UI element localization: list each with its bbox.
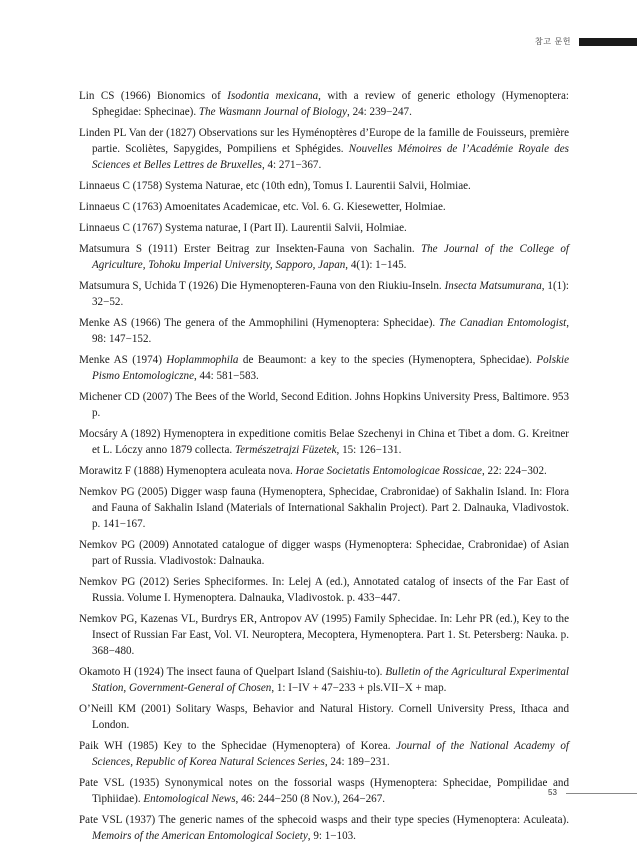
- reference-citation: , 24: 239−247.: [347, 106, 412, 118]
- reference-journal: The Journal of the College of Agriculture, Tohoku Imperial University, Sapporo, Japan: [92, 243, 569, 271]
- reference-journal: The Wasmann Journal of Biology: [198, 106, 348, 118]
- reference-journal: Horae Societatis Entomologicae Rossicae: [295, 465, 482, 477]
- reference-entry: [79, 701, 569, 733]
- reference-entry: [79, 738, 569, 770]
- reference-entry: [79, 220, 569, 236]
- reference-text: Linnaeus C (1767) Systema naturae, I (Part II). Laurentii Salvii, Holmiae.: [79, 222, 407, 234]
- running-header: [535, 36, 637, 47]
- reference-text: Linnaeus C (1763) Amoenitates Academicae, etc. Vol. 6. G. Kiesewetter, Holmiae.: [79, 201, 446, 213]
- reference-entry: [79, 775, 569, 807]
- reference-journal: Nouvelles Mémoires de l’Académie Royale des Sciences et Belles Lettres de Bruxelles: [92, 143, 569, 171]
- reference-text: Nemkov PG (2012) Series Spheciformes. In: Lelej A (ed.), Annotated catalog of insects of the Far East of Russia. Volume I. Hymenoptera. Dalnauka, Vladivostok. p. 433−447.: [79, 576, 569, 604]
- reference-citation: , 9: 1−103.: [307, 830, 356, 842]
- reference-text: Morawitz F (1888) Hymenoptera aculeata nova.: [79, 465, 296, 477]
- reference-text: Linnaeus C (1758) Systema Naturae, etc (10th edn), Tomus I. Laurentii Salvii, Holmiae.: [79, 180, 471, 192]
- reference-text: Paik WH (1985) Key to the Sphecidae (Hymenoptera) of Korea.: [79, 740, 397, 752]
- reference-text: O’Neill KM (2001) Solitary Wasps, Behavior and Natural History. Cornell University Press, Ithaca and London.: [79, 703, 569, 731]
- reference-journal: Entomological News: [143, 793, 236, 805]
- reference-text: Mocsáry A (1892) Hymenoptera in expeditione comitis Belae Szechenyi in China et Tibet a dom. G. Kreitner et L. Lóczy anno 1879 collecta.: [79, 428, 569, 456]
- reference-taxon: Isodontia mexicana: [227, 90, 319, 102]
- reference-journal: Bulletin of the Agricultural Experimental Station, Government-General of Chosen: [92, 666, 569, 694]
- footer-rule: [566, 793, 637, 794]
- reference-journal: Memoirs of the American Entomological Society: [92, 830, 308, 842]
- reference-journal: Polskie Pismo Entomologiczne: [92, 354, 569, 382]
- reference-text: Michener CD (2007) The Bees of the World, Second Edition. Johns Hopkins University Press, Baltimore. 953 p.: [79, 391, 569, 419]
- reference-entry: [79, 315, 569, 347]
- reference-entry: [79, 389, 569, 421]
- reference-citation: , 1: I−IV + 47−233 + pls.VII−X + map.: [271, 682, 447, 694]
- reference-entry: [79, 352, 569, 384]
- reference-entry: [79, 611, 569, 659]
- reference-entry: [79, 278, 569, 310]
- reference-citation: , 24: 189−231.: [324, 756, 390, 768]
- reference-citation: , 98: 147−152.: [92, 317, 570, 345]
- reference-citation: , 46: 244−250 (8 Nov.), 264−267.: [235, 793, 386, 805]
- reference-text: Okamoto H (1924) The insect fauna of Quelpart Island (Saishiu-to).: [79, 666, 386, 678]
- reference-entry: [79, 664, 569, 696]
- reference-entry: [79, 426, 569, 458]
- reference-journal: Insecta Matsumurana: [444, 280, 542, 292]
- reference-entry: [79, 812, 569, 844]
- reference-entry: [79, 199, 569, 215]
- reference-taxon: Hoplammophila: [166, 354, 239, 366]
- reference-journal: The Canadian Entomologist: [439, 317, 567, 329]
- reference-text: Lin CS (1966) Bionomics of: [79, 90, 228, 102]
- reference-citation: , 22: 224−302.: [481, 465, 547, 477]
- section-title: 참고 문헌: [535, 37, 571, 46]
- reference-entry: [79, 178, 569, 194]
- reference-entry: [79, 574, 569, 606]
- reference-entry: [79, 125, 569, 173]
- reference-text: Pate VSL (1937) The generic names of the sphecoid wasps and their type species (Hymenoptera: Aculeata).: [79, 814, 569, 826]
- reference-text: Nemkov PG (2005) Digger wasp fauna (Hymenoptera, Sphecidae, Crabronidae) of Sakhalin Island. In: Flora and Fauna of Sakhalin Island (Materials of International Sakhalin Project). Part 2. Dalnauka, Vladivostok. p. 141−167.: [79, 486, 569, 530]
- reference-list: [79, 88, 569, 849]
- reference-text-cont: , with a review of generic ethology (Hymenoptera: Sphegidae: Sphecinae).: [92, 90, 569, 118]
- reference-text: Matsumura S (1911) Erster Beitrag zur Insekten-Fauna von Sachalin.: [79, 243, 421, 255]
- reference-citation: , 44: 581−583.: [194, 370, 259, 382]
- reference-text: Nemkov PG, Kazenas VL, Burdrys ER, Antropov AV (1995) Family Sphecidae. In: Lehr PR (ed.), Key to the Insect of Russian Far East, Vol. VI. Neuroptera, Mecoptera, Hymenoptera. Part 1. St. Petersberg: Nauka. p. 368−480.: [79, 613, 569, 657]
- reference-text: Menke AS (1974): [79, 354, 167, 366]
- reference-citation: , 4: 271−367.: [261, 159, 322, 171]
- reference-text: Pate VSL (1935) Synonymical notes on the fossorial wasps (Hymenoptera: Sphecidae, Pompilidae and Tiphiidae).: [79, 777, 569, 805]
- reference-citation: , 15: 126−131.: [336, 444, 402, 456]
- reference-entry: [79, 88, 569, 120]
- reference-text: Nemkov PG (2009) Annotated catalogue of digger wasps (Hymenoptera: Sphecidae, Crabronidae) of Asian part of Russia. Vladivostok: Dalnauka.: [79, 539, 569, 567]
- reference-text-cont: de Beaumont: a key to the species (Hymenoptera, Sphecidae).: [238, 354, 537, 366]
- reference-entry: [79, 537, 569, 569]
- reference-citation: , 1(1): 32−52.: [92, 280, 569, 308]
- header-bar: [579, 38, 637, 46]
- reference-entry: [79, 463, 569, 479]
- reference-journal: Természetrajzi Füzetek: [234, 444, 337, 456]
- page-number: 53: [548, 788, 557, 797]
- reference-text: Linden PL Van der (1827) Observations sur les Hyménoptères d’Europe de la famille de Fouisseurs, première partie. Scoliètes, Sapygides, Pompiliens et Sphégides.: [79, 127, 569, 155]
- reference-entry: [79, 241, 569, 273]
- reference-journal: Journal of the National Academy of Sciences, Republic of Korea Natural Sciences Series: [92, 740, 570, 768]
- reference-text: Menke AS (1966) The genera of the Ammophilini (Hymenoptera: Sphecidae).: [79, 317, 439, 329]
- reference-text: Matsumura S, Uchida T (1926) Die Hymenopteren-Fauna von den Riukiu-Inseln.: [79, 280, 445, 292]
- reference-citation: , 4(1): 1−145.: [345, 259, 407, 271]
- reference-entry: [79, 484, 569, 532]
